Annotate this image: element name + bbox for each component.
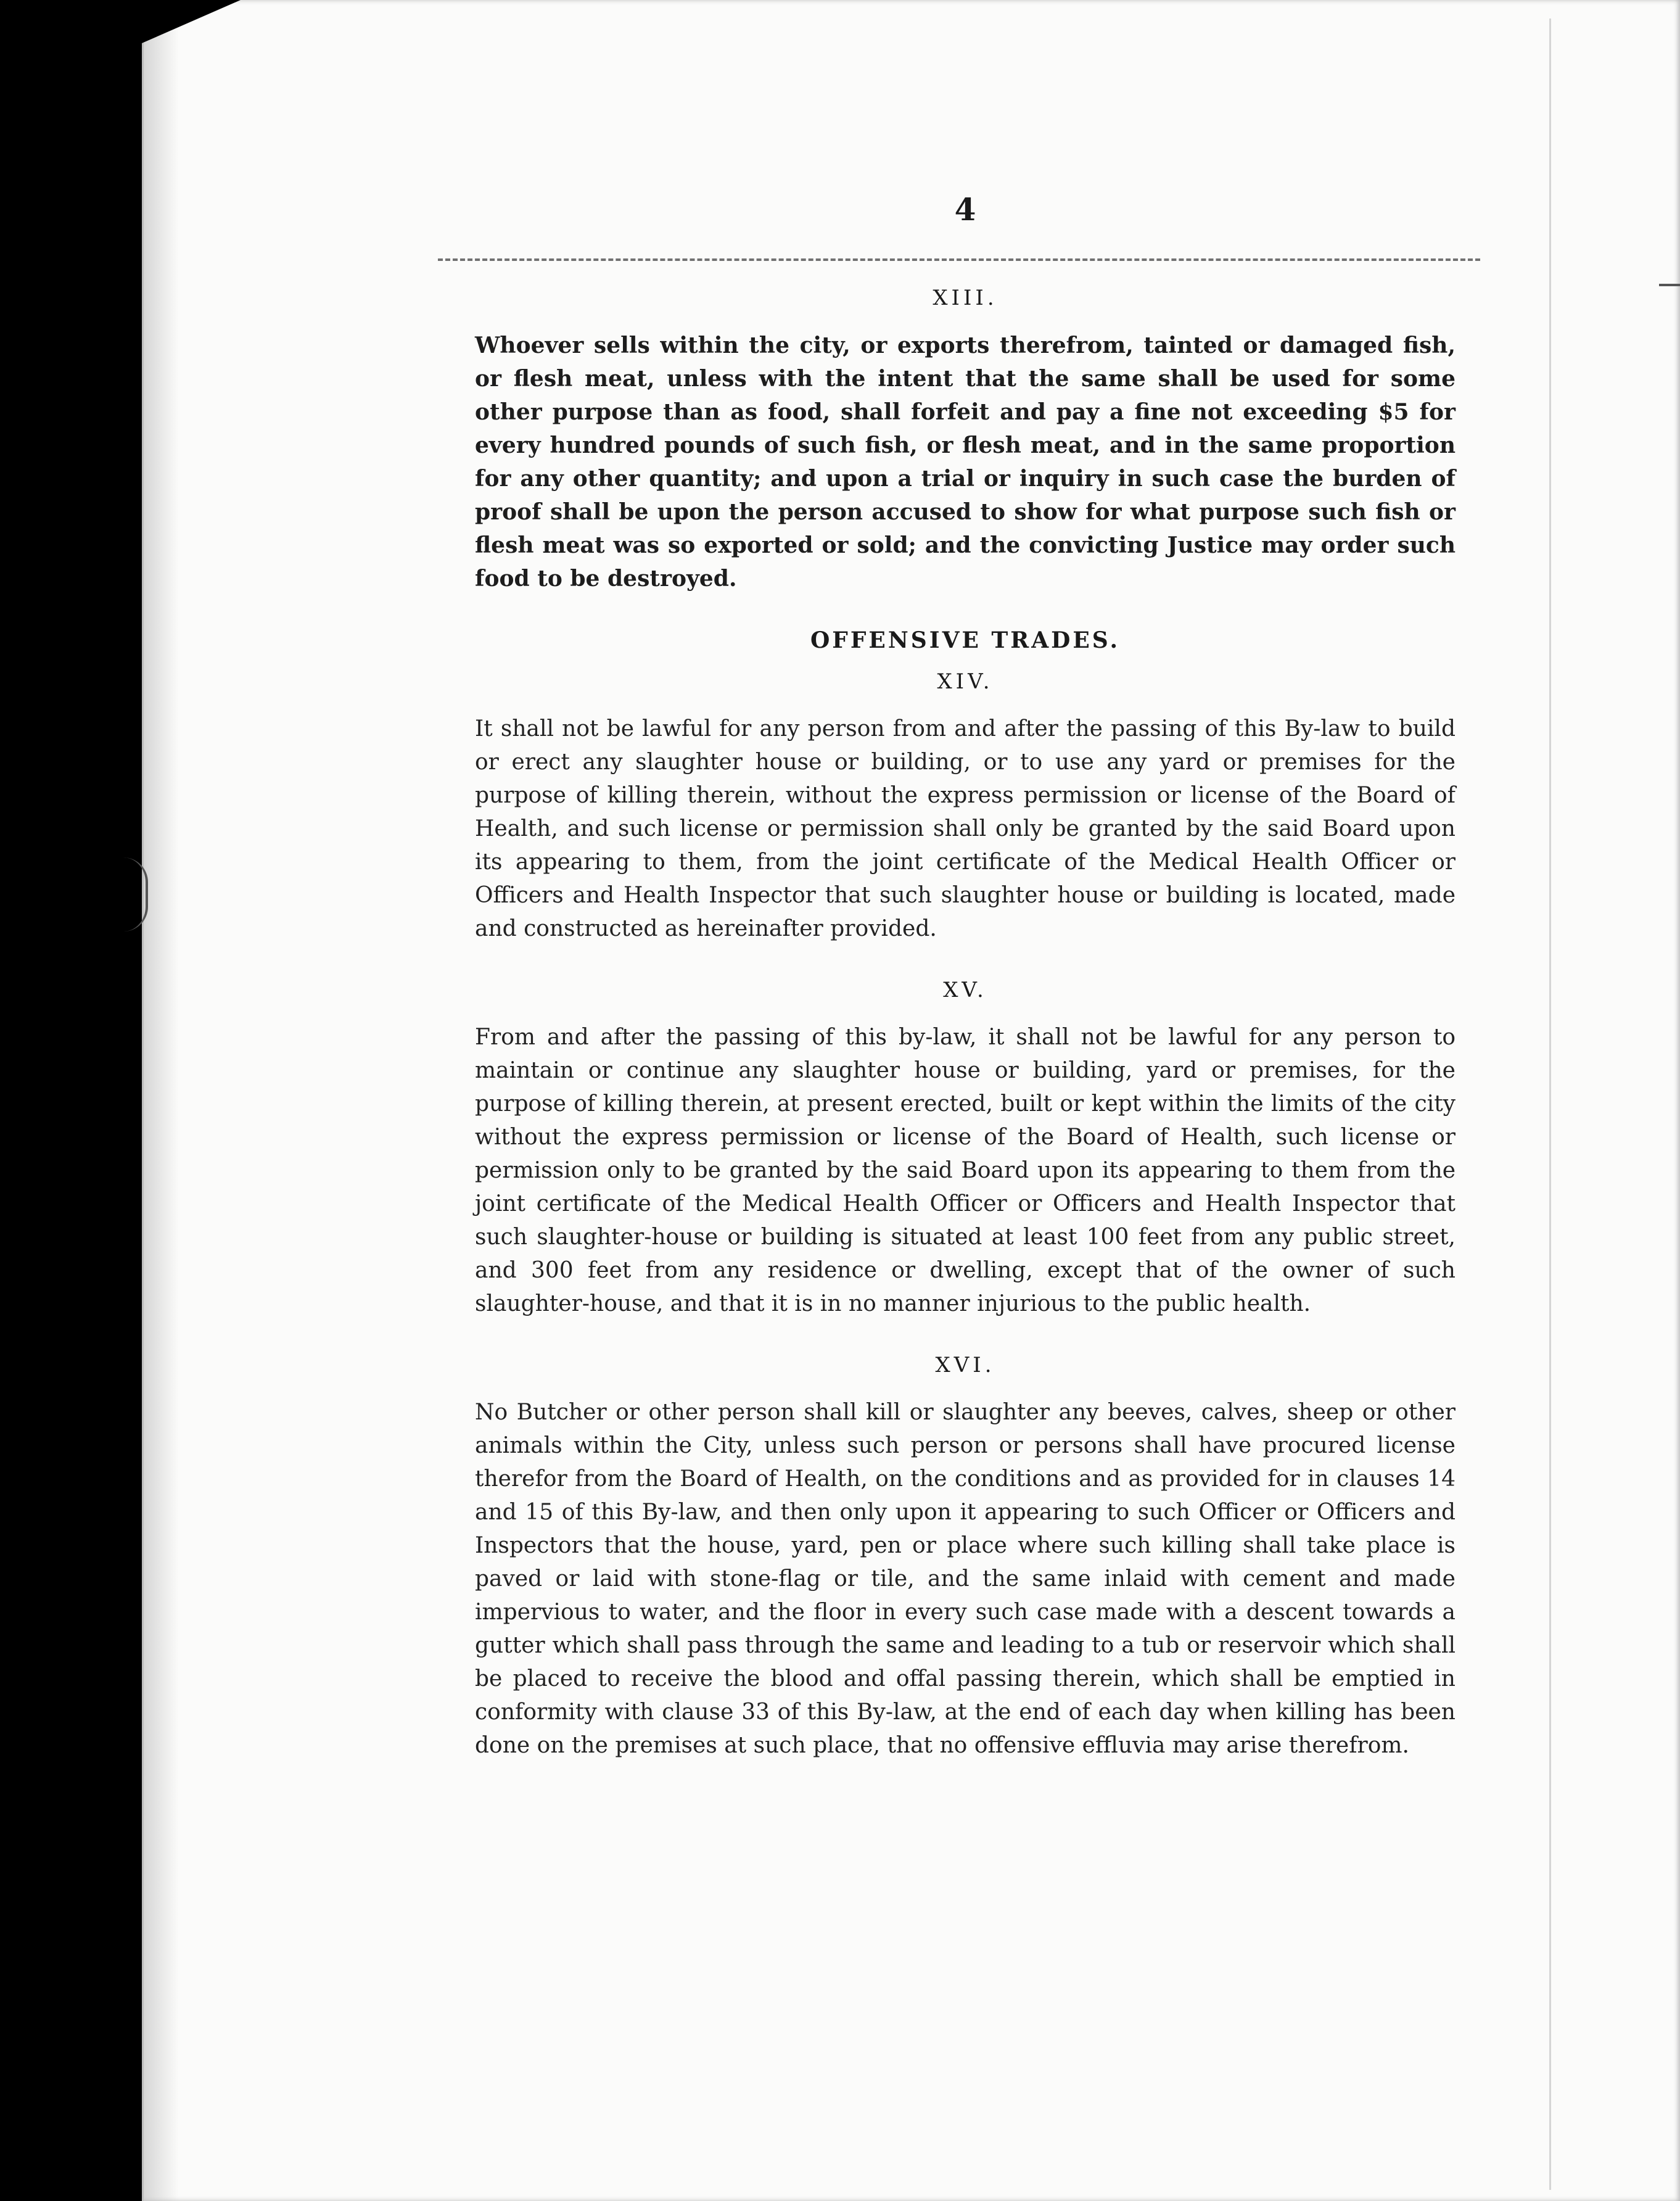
header-rule [438,258,1480,261]
section-text-xiv: It shall not be lawful for any person from and after the passing of this By-law to build or erect any slaughter house or building, or to use any yard or premises for the purpose of killing therein, without the express permission or license of the Board of Health, and such license or permission shall only be granted by the said Board upon its appearing to them, from the joint certificate of the Medical Health Officer or Officers and Health Inspector that such slaughter house or building is located, made and constructed as hereinafter provided. [475,716,1456,941]
offensive-trades-heading: OFFENSIVE TRADES. [810,627,1121,653]
page-edge-curl [121,857,148,931]
section-text-xiii: Whoever sells within the city, or exports therefrom, tainted or damaged fish, or flesh meat, unless with the intent that the same shall be used for some other purpose than as food, shall forfeit and pay a fine not exceeding $5 for every hundred pounds of such fish, or flesh meat, and in the same proportion for any other quantity; and upon a trial or inquiry in such case the burden of proof shall be upon the person accused to show for what purpose such fish or flesh meat was so exported or sold; and the convicting Justice may order such food to be destroyed. [475,332,1456,592]
section-text-xv: From and after the passing of this by-law, it shall not be lawful for any person to maintain or continue any slaughter house or building, yard or premises, for the purpose of killing therein, at present erected, built or kept within the limits of the city without the express permission or license of the Board of Health, such license or permission only to be granted by the said Board upon its appearing to them from the joint certificate of the Medical Health Officer or Officers and Health Inspector that such slaughter-house or building is situated at least 100 feet from any public street, and 300 feet from any residence or dwelling, except that of the owner of such slaughter-house, and that it is in no manner injurious to the public health. [475,1025,1456,1316]
section-numeral-xiv: XIV. [937,669,994,694]
next-page-edge-mark [1659,284,1680,286]
section-numeral-xvi: XVI. [935,1353,995,1377]
page-number: 4 [954,191,976,228]
section-numeral-xv: XV. [943,978,987,1002]
section-text-xvi: No Butcher or other person shall kill or slaughter any beeves, calves, sheep or other animals within the City, unless such person or persons shall have procured license therefor from the Board of Health, on the conditions and as provided for in clauses 14 and 15 of this By-law, and then only upon it appearing to such Officer or Officers and Inspectors that the house, yard, pen or place where such killing shall take place is paved or laid with stone-flag or tile, and the same inlaid with cement and made impervious to water, and the floor in every such case made with a descent towards a gutter which shall pass through the same and leading to a tub or reservoir which shall be placed to receive the blood and offal passing therein, which shall be emptied in conformity with clause 33 of this By-law, at the end of each day when killing has been done on the premises at such place, that no offensive effluvia may arise therefrom. [475,1400,1456,1758]
section-numeral-xiii: XIII. [933,286,998,310]
document-body [475,191,1456,1794]
page-fold-line [1549,19,1551,2190]
page-edge-shadow [142,0,179,2201]
